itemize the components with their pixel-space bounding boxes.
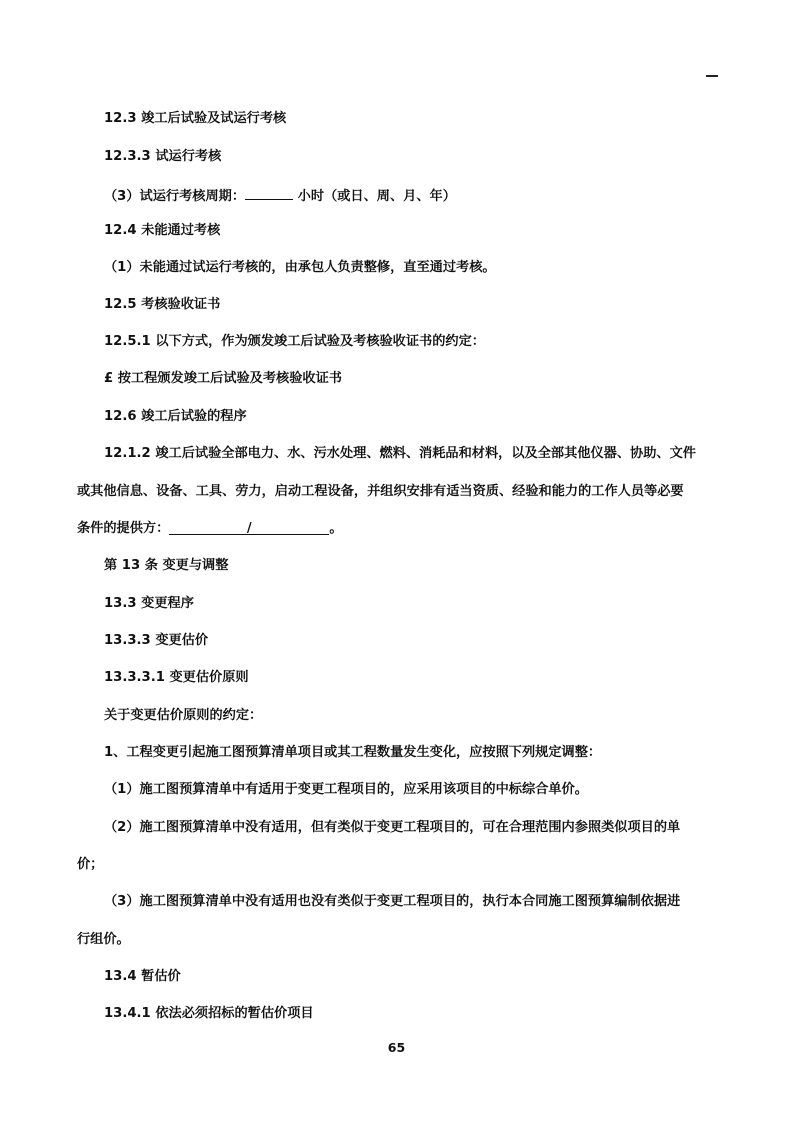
provider-end: 。 [329, 521, 343, 536]
provider-fill-value: / [246, 521, 252, 536]
page-number: 65 [387, 1040, 406, 1055]
trial-period-unit: 小时（或日、周、月、年） [293, 189, 456, 204]
section-heading-12-3: 12.3 竣工后试验及试运行考核 [104, 111, 287, 126]
provider-blank [169, 521, 329, 535]
section-heading-12-4: 12.4 未能通过考核 [104, 223, 221, 238]
rule-1-item-3-line-2: 行组价。 [77, 932, 130, 947]
trial-period-line [104, 186, 456, 205]
rule-1-item-1: （1）施工图预算清单中有适用于变更工程项目的，应采用该项目的中标综合单价。 [104, 782, 588, 797]
paragraph-12-1-2-line-1: 12.1.2 竣工后试验全部电力、水、污水处理、燃料、消耗品和材料，以及全部其他仪器、协助、文件 [104, 446, 696, 461]
provider-line [77, 521, 343, 537]
section-heading-12-6: 12.6 竣工后试验的程序 [104, 409, 247, 424]
corner-mark [706, 75, 718, 77]
rule-1-item-2-line-1: （2）施工图预算清单中没有适用，但有类似于变更工程项目的，可在合理范围内参照类似项目的单 [104, 820, 681, 835]
rule-1: 1、工程变更引起施工图预算清单项目或其工程数量发生变化，应按照下列规定调整： [104, 745, 602, 760]
section-heading-12-5: 12.5 考核验收证书 [104, 297, 221, 312]
article-13-heading: 第 13 条 变更与调整 [104, 558, 229, 573]
subsection-heading-13-3-3: 13.3.3 变更估价 [104, 633, 209, 648]
checkbox-option-line: £ 按工程颁发竣工后试验及考核验收证书 [104, 371, 342, 386]
paragraph-12-1-2-line-2: 或其他信息、设备、工具、劳力，启动工程设备，并组织安排有适当资质、经验和能力的工作人员等必要 [77, 484, 684, 499]
subsection-heading-13-4-1: 13.4.1 依法必须招标的暂估价项目 [104, 1006, 314, 1021]
section-heading-13-3: 13.3 变更程序 [104, 596, 194, 611]
subsection-heading-13-3-3-1: 13.3.3.1 变更估价原则 [104, 670, 249, 685]
paragraph-12-5-1: 12.5.1 以下方式，作为颁发竣工后试验及考核验收证书的约定： [104, 334, 485, 349]
section-heading-13-4: 13.4 暂估价 [104, 969, 181, 984]
trial-period-blank [245, 186, 293, 200]
rule-1-item-3-line-1: （3）施工图预算清单中没有适用也没有类似于变更工程项目的，执行本合同施工图预算编制依据进 [104, 894, 681, 909]
paragraph-12-4-1: （1）未能通过试运行考核的，由承包人负责整修，直至通过考核。 [104, 260, 496, 275]
provider-label: 条件的提供方： [77, 521, 170, 536]
rule-1-item-2-line-2: 价； [77, 857, 104, 872]
principle-intro: 关于变更估价原则的约定： [104, 708, 263, 723]
subsection-heading-12-3-3: 12.3.3 试运行考核 [104, 149, 222, 164]
trial-period-label: （3）试运行考核周期： [104, 189, 246, 204]
